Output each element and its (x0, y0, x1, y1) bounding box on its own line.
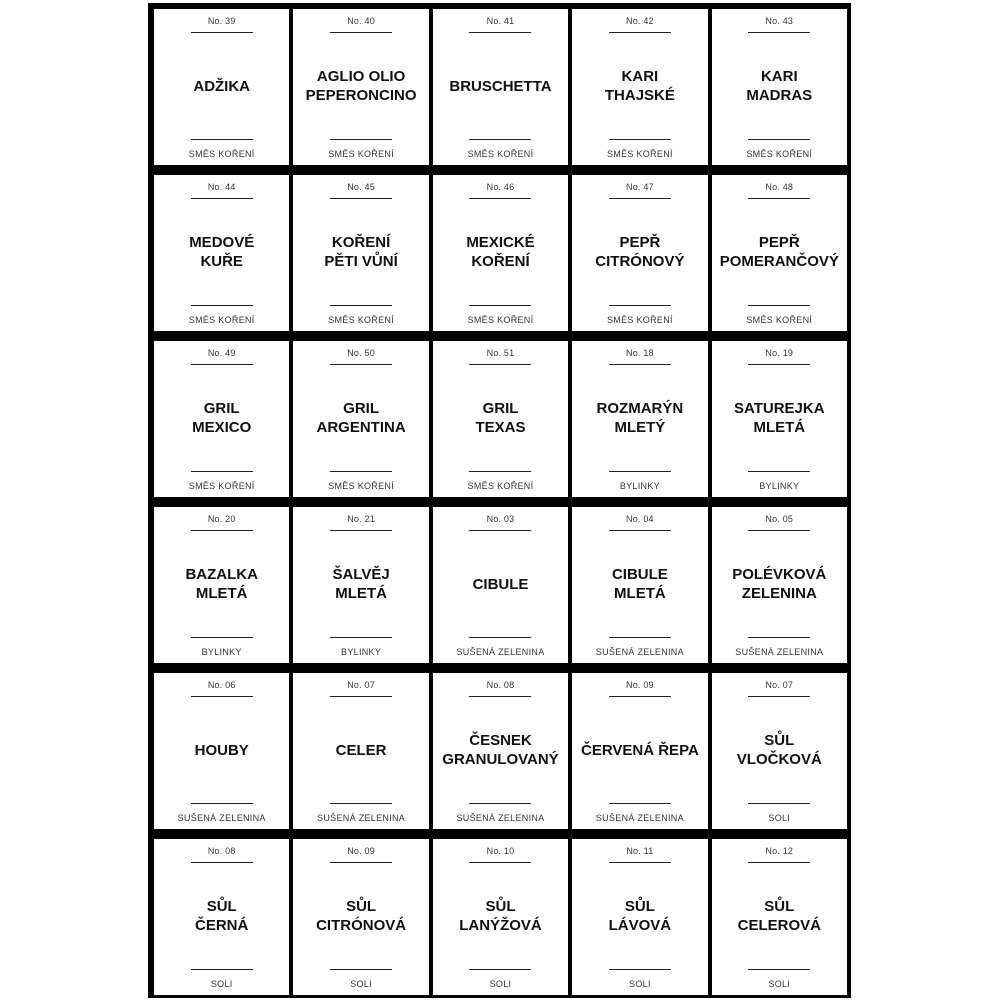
label-number: No. 42 (626, 16, 654, 26)
bottom-divider (748, 139, 810, 140)
top-divider (191, 198, 253, 199)
bottom-divider (748, 305, 810, 306)
label-title (435, 39, 566, 133)
top-divider (609, 198, 671, 199)
spice-label (572, 839, 707, 995)
label-title-line: MLETÁ (614, 585, 666, 602)
spice-label (433, 175, 568, 331)
label-title-line: MLETÁ (335, 585, 387, 602)
label-category: SMĚS KOŘENÍ (746, 149, 813, 159)
top-divider (191, 530, 253, 531)
label-category: SUŠENÁ ZELENINA (735, 647, 824, 657)
label-title-line: MLETÝ (614, 419, 666, 436)
label-title (156, 205, 287, 299)
label-category: BYLINKY (341, 647, 382, 657)
label-title-line: CITRÓNOVÁ (316, 917, 407, 934)
top-divider (191, 32, 253, 33)
label-title (295, 703, 426, 797)
label-number: No. 43 (765, 16, 794, 26)
label-sheet (148, 3, 851, 998)
label-category: BYLINKY (201, 647, 242, 657)
top-divider (191, 364, 253, 365)
bottom-divider (469, 471, 531, 472)
top-divider (609, 530, 671, 531)
top-divider (469, 530, 531, 531)
spice-label (712, 341, 847, 497)
bottom-divider (609, 969, 671, 970)
bottom-divider (191, 471, 253, 472)
label-number: No. 07 (347, 680, 375, 690)
label-number: No. 50 (347, 348, 375, 358)
label-title-line: SATUREJKA (734, 400, 825, 417)
bottom-divider (469, 637, 531, 638)
label-title-line: ZELENINA (741, 585, 817, 602)
spice-label (154, 507, 289, 663)
label-title (295, 869, 426, 963)
label-title-line: ADŽIKA (193, 77, 251, 95)
spice-label (293, 673, 428, 829)
top-divider (469, 696, 531, 697)
label-title-line: GRIL (343, 400, 380, 417)
label-category: BYLINKY (619, 481, 660, 491)
top-divider (191, 862, 253, 863)
spice-label (293, 341, 428, 497)
spice-label (572, 175, 707, 331)
label-title-line: CIBULE (611, 566, 668, 583)
top-divider (469, 364, 531, 365)
label-title (295, 537, 426, 631)
label-number: No. 47 (626, 182, 654, 192)
label-title (574, 39, 705, 133)
label-title (156, 39, 287, 133)
bottom-divider (469, 139, 531, 140)
spice-label (712, 839, 847, 995)
label-number: No. 11 (626, 846, 654, 856)
label-title-line: SŮL (764, 898, 795, 915)
label-number: No. 46 (486, 182, 515, 192)
label-category: SUŠENÁ ZELENINA (595, 813, 684, 823)
top-divider (748, 862, 810, 863)
bottom-divider (330, 637, 392, 638)
label-title-line: HOUBY (194, 741, 249, 759)
label-category: BYLINKY (759, 481, 800, 491)
spice-label (433, 341, 568, 497)
label-title (574, 205, 705, 299)
label-number: No. 49 (207, 348, 236, 358)
label-number: No. 40 (347, 16, 375, 26)
label-title-line: CELEROVÁ (737, 917, 821, 934)
label-number: No. 51 (486, 348, 515, 358)
label-number: No. 21 (347, 514, 375, 524)
label-title-line: PEPŘ (619, 234, 661, 251)
label-title-line: CIBULE (472, 575, 529, 593)
label-category: SOLI (210, 979, 233, 989)
bottom-divider (191, 637, 253, 638)
label-title-line: ČESNEK (469, 732, 532, 749)
label-number: No. 09 (347, 846, 375, 856)
label-category: SUŠENÁ ZELENINA (456, 647, 545, 657)
label-number: No. 41 (486, 16, 515, 26)
label-title-line: MEXICKÉ (466, 234, 535, 251)
label-category: SOLI (350, 979, 372, 989)
label-number: No. 10 (486, 846, 515, 856)
label-title-line: PEPERONCINO (305, 87, 417, 104)
spice-label (712, 507, 847, 663)
label-title (156, 371, 287, 465)
bottom-divider (609, 471, 671, 472)
label-grid (154, 9, 847, 995)
bottom-divider (609, 305, 671, 306)
bottom-divider (191, 139, 253, 140)
top-divider (748, 696, 810, 697)
bottom-divider (469, 803, 531, 804)
label-title-line: KARI (760, 68, 798, 85)
label-title (295, 371, 426, 465)
label-category: SMĚS KOŘENÍ (606, 315, 673, 325)
spice-label (712, 673, 847, 829)
label-title-line: MEDOVÉ (189, 234, 255, 251)
top-divider (748, 364, 810, 365)
label-category: SMĚS KOŘENÍ (467, 149, 534, 159)
label-title-line: SŮL (346, 898, 377, 915)
top-divider (609, 696, 671, 697)
label-title (574, 537, 705, 631)
label-title-line: SŮL (485, 898, 516, 915)
label-title-line: MADRAS (746, 87, 813, 104)
spice-label (154, 341, 289, 497)
label-number: No. 20 (207, 514, 236, 524)
label-title-line: THAJSKÉ (604, 87, 675, 104)
label-title (435, 537, 566, 631)
spice-label (433, 9, 568, 165)
spice-label (433, 507, 568, 663)
label-category: SMĚS KOŘENÍ (467, 315, 534, 325)
label-title-line: GRANULOVANÝ (442, 751, 559, 768)
top-divider (469, 862, 531, 863)
spice-label (293, 507, 428, 663)
label-title (156, 703, 287, 797)
label-title (156, 537, 287, 631)
label-category: SMĚS KOŘENÍ (188, 481, 255, 491)
label-category: SMĚS KOŘENÍ (188, 149, 255, 159)
top-divider (330, 198, 392, 199)
bottom-divider (609, 139, 671, 140)
label-category: SMĚS KOŘENÍ (467, 481, 534, 491)
label-category: SUŠENÁ ZELENINA (456, 813, 545, 823)
label-number: No. 03 (486, 514, 515, 524)
label-title-line: ARGENTINA (316, 419, 406, 436)
top-divider (330, 32, 392, 33)
top-divider (469, 32, 531, 33)
label-category: SMĚS KOŘENÍ (606, 149, 673, 159)
label-title-line: GRIL (482, 400, 519, 417)
label-title-line: SŮL (206, 898, 237, 915)
label-title-line: KOŘENÍ (471, 253, 530, 270)
spice-label (572, 507, 707, 663)
label-number: No. 08 (486, 680, 515, 690)
top-divider (609, 32, 671, 33)
top-divider (748, 32, 810, 33)
label-title (295, 205, 426, 299)
bottom-divider (191, 305, 253, 306)
label-title-line: MEXICO (192, 419, 252, 436)
label-title (435, 703, 566, 797)
label-title-line: KUŘE (200, 253, 243, 270)
top-divider (469, 198, 531, 199)
bottom-divider (469, 969, 531, 970)
label-category: SUŠENÁ ZELENINA (177, 813, 266, 823)
spice-label (154, 673, 289, 829)
label-number: No. 08 (207, 846, 236, 856)
spice-label (293, 175, 428, 331)
top-divider (330, 364, 392, 365)
label-title-line: VLOČKOVÁ (736, 751, 822, 768)
label-title (714, 205, 845, 299)
label-category: SMĚS KOŘENÍ (328, 149, 394, 159)
label-title-line: ROZMARÝN (596, 400, 684, 417)
label-title-line: MLETÁ (195, 585, 248, 602)
label-category: SOLI (489, 979, 512, 989)
label-category: SMĚS KOŘENÍ (328, 481, 394, 491)
label-number: No. 04 (626, 514, 654, 524)
top-divider (609, 862, 671, 863)
bottom-divider (191, 803, 253, 804)
bottom-divider (469, 305, 531, 306)
label-title (714, 869, 845, 963)
spice-label (572, 341, 707, 497)
spice-label (572, 673, 707, 829)
bottom-divider (748, 637, 810, 638)
top-divider (191, 696, 253, 697)
label-title (714, 371, 845, 465)
top-divider (330, 862, 392, 863)
label-number: No. 07 (765, 680, 794, 690)
label-title-line: SŮL (624, 898, 655, 915)
label-title-line: BAZALKA (185, 566, 258, 583)
label-category: SMĚS KOŘENÍ (188, 315, 255, 325)
label-title-line: GRIL (203, 400, 240, 417)
top-divider (330, 530, 392, 531)
label-title-line: SŮL (764, 732, 795, 749)
spice-label (154, 839, 289, 995)
label-title-line: BRUSCHETTA (449, 77, 552, 95)
label-title-line: PEPŘ (758, 234, 800, 251)
label-title-line: TEXAS (475, 419, 526, 436)
label-title (714, 39, 845, 133)
label-number: No. 39 (207, 16, 236, 26)
label-title-line: ČERNÁ (195, 917, 249, 934)
label-number: No. 12 (765, 846, 794, 856)
label-title-line: CELER (335, 741, 387, 759)
label-title (574, 869, 705, 963)
label-category: SUŠENÁ ZELENINA (317, 813, 406, 823)
label-title (574, 703, 705, 797)
spice-label (293, 9, 428, 165)
label-number: No. 45 (347, 182, 375, 192)
label-number: No. 09 (626, 680, 654, 690)
bottom-divider (748, 803, 810, 804)
bottom-divider (330, 305, 392, 306)
label-category: SOLI (629, 979, 651, 989)
label-title-line: KOŘENÍ (331, 234, 391, 251)
bottom-divider (609, 637, 671, 638)
label-number: No. 44 (207, 182, 236, 192)
label-title (714, 537, 845, 631)
label-category: SOLI (768, 813, 791, 823)
spice-label (712, 9, 847, 165)
label-title (574, 371, 705, 465)
spice-label (433, 839, 568, 995)
bottom-divider (609, 803, 671, 804)
bottom-divider (748, 471, 810, 472)
bottom-divider (330, 969, 392, 970)
label-title-line: MLETÁ (753, 419, 806, 436)
label-title (156, 869, 287, 963)
label-title (714, 703, 845, 797)
bottom-divider (748, 969, 810, 970)
label-title-line: LÁVOVÁ (608, 917, 672, 934)
label-category: SMĚS KOŘENÍ (746, 315, 813, 325)
top-divider (748, 198, 810, 199)
label-number: No. 19 (765, 348, 794, 358)
label-number: No. 18 (626, 348, 654, 358)
label-number: No. 48 (765, 182, 794, 192)
label-title-line: PĚTI VŮNÍ (324, 253, 398, 270)
spice-label (433, 673, 568, 829)
top-divider (748, 530, 810, 531)
spice-label (154, 175, 289, 331)
label-number: No. 06 (207, 680, 236, 690)
label-title-line: AGLIO OLIO (316, 68, 406, 85)
bottom-divider (191, 969, 253, 970)
label-title (435, 869, 566, 963)
label-title-line: ČERVENÁ ŘEPA (580, 741, 699, 759)
label-title (295, 39, 426, 133)
label-title-line: CITRÓNOVÝ (595, 253, 685, 270)
label-category: SUŠENÁ ZELENINA (595, 647, 684, 657)
label-title-line: ŠALVĚJ (332, 566, 390, 583)
label-number: No. 05 (765, 514, 794, 524)
bottom-divider (330, 471, 392, 472)
bottom-divider (330, 139, 392, 140)
spice-label (293, 839, 428, 995)
label-title-line: POMERANČOVÝ (719, 253, 839, 270)
spice-label (712, 175, 847, 331)
label-title (435, 205, 566, 299)
spice-label (154, 9, 289, 165)
label-title-line: LANÝŽOVÁ (459, 917, 542, 934)
label-category: SMĚS KOŘENÍ (328, 315, 394, 325)
spice-label (572, 9, 707, 165)
label-title-line: POLÉVKOVÁ (732, 566, 827, 583)
bottom-divider (330, 803, 392, 804)
top-divider (330, 696, 392, 697)
label-title (435, 371, 566, 465)
top-divider (609, 364, 671, 365)
label-title-line: KARI (621, 68, 659, 85)
label-category: SOLI (768, 979, 791, 989)
